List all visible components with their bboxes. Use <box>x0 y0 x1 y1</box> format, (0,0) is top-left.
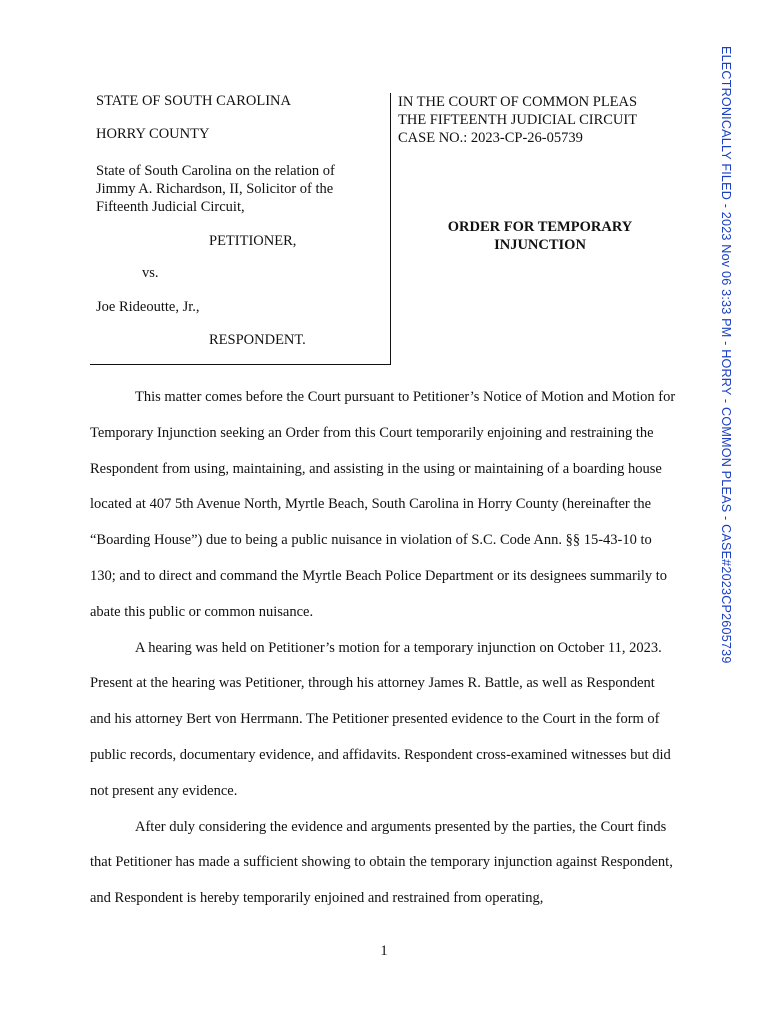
caption-county: HORRY COUNTY <box>96 126 210 142</box>
caption-divider-horizontal <box>90 364 391 365</box>
caption-state: STATE OF SOUTH CAROLINA <box>96 93 291 109</box>
caption-respondent-label: RESPONDENT. <box>209 332 306 348</box>
order-title-line1: ORDER FOR TEMPORARY <box>447 219 633 235</box>
body-paragraph-2: A hearing was held on Petitioner’s motion for a temporary injunction on October 11, 2023. Present at the hearing was Petitioner, through his attorney James R. Battle, as well as Respondent and his attorney Bert von Herrmann. The Petitioner presented evidence to the Court in the form of public records, documentary evidence, and affidavits. Respondent cross-examined witnesses but did not present any evidence. <box>90 639 671 799</box>
electronic-filing-stamp: ELECTRONICALLY FILED - 2023 Nov 06 3:33 PM - HORRY - COMMON PLEAS - CASE#2023CP2605739 <box>719 46 733 664</box>
page-number: 1 <box>380 943 388 959</box>
caption-divider-vertical <box>390 93 391 365</box>
body-paragraph-1: This matter comes before the Court pursuant to Petitioner’s Notice of Motion and Motion for Temporary Injunction seeking an Order from this Court temporarily enjoining and restraining the Respondent from using, maintaining, and assisting in the using or maintaining of a boarding house located at 407 5th Avenue North, Myrtle Beach, South Carolina in Horry County (hereinafter the “Boarding House”) due to being a public nuisance in violation of S.C. Code Ann. §§ 15-43-10 to 130; and to direct and command the Myrtle Beach Police Department or its designees summarily to abate this public or common nuisance. <box>90 389 676 620</box>
body-paragraph-3: After duly considering the evidence and arguments presented by the parties, the Court finds that Petitioner has made a sufficient showing to obtain the temporary injunction against Respondent, and Respondent is hereby temporarily enjoined and restrained from operating, <box>90 818 673 907</box>
order-title <box>420 218 660 254</box>
caption-respondent-name: Joe Rideoutte, Jr., <box>96 299 200 315</box>
caption-vs: vs. <box>142 265 159 281</box>
case-number: CASE NO.: 2023-CP-26-05739 <box>398 130 583 146</box>
caption-relation: State of South Carolina on the relation of Jimmy A. Richardson, II, Solicitor of the Fifteenth Judicial Circuit, <box>96 163 335 215</box>
order-body <box>90 380 678 917</box>
circuit-name: THE FIFTEENTH JUDICIAL CIRCUIT <box>398 112 638 128</box>
caption-petitioner-label: PETITIONER, <box>209 233 297 249</box>
court-name: IN THE COURT OF COMMON PLEAS <box>398 94 638 110</box>
caption-court-block <box>398 93 637 147</box>
order-title-line2: INJUNCTION <box>494 237 586 253</box>
